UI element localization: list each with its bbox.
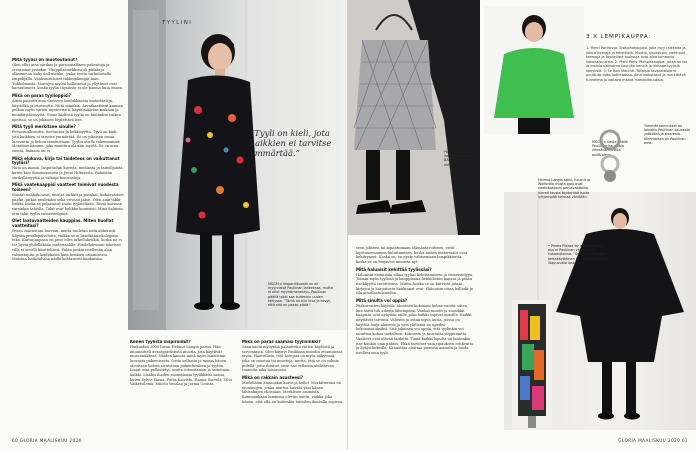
caption-sweater: MSGM:n neule päällä Pauliinan kaupasta vihreänä rinnalla esillä oleva. — [592, 140, 628, 157]
caption-coat: Helmut Langin takki, housut ja Wolfordin musta polo ovat vaatekaappini perusvaatteita. Vihreä tausta täydentää tuota lyhyempää helmaa väriltään. — [538, 178, 591, 199]
page-footer-right: GLORIA MAALISKUU 2020 61 — [618, 438, 688, 443]
question: Mikä elokuva, kirja tai taideteos on vaikuttanut tyyliisi? — [12, 155, 120, 166]
portrait-illustration — [128, 0, 348, 330]
text-column-4 — [356, 246, 474, 432]
answer: Äitini painotti aina vaatteen laadukkaasta materiaaleja, käyttölkä ja istuvuutta. Niitä minäkin. Arvatkaattieni kunnan pelkon myös värien mysteeristä, käyttömäärien mukaan ja monikäyttöisyyttä. Viime kädessä tyyliä on kuitenkin vaikea opettaa, se on jokaisen löydettävä itse. — [12, 98, 123, 122]
caption-main: MSGM:n leopardikuosiit on oli myynnissä Pauliinan lahkeessa, mutta ei ollut myyntimenestys. Pauliinan päällä takki saa kuitenkin uuden kehyssa. ”Tämä on niin kiva ja kevyt, että sitä on pakko pitää.” — [268, 282, 333, 308]
question: Mikä on paras saamasi tyylivinkki? — [242, 340, 321, 344]
page-footer-left: 60 GLORIA MAALISKUU 2020 — [12, 438, 82, 443]
answer: Niitä on monia. Inspiroidun kuvista, mediasta ja taiteilijoista, kuten Kim Simonssonista ja Jenni Hiltusesta. Rakastan värikylläisyyttä ja valtoija kontrasteja. — [12, 166, 124, 180]
answer: Mustat nahkahousut, mustat turkkit ja pusakat, kirkasväriset paidat, pitkät neuletakit sekä erivasit jakut. Olen aina takki-friikki, koska se pelastavat asuin tyyliseltään. Tässä kuvassa varsinkin takeilla. Takit ovat helikka kontrasti. Minä haluisin että takit tyylin viimeistelijänä. — [12, 192, 124, 216]
section-label: TYYLINI — [162, 20, 193, 26]
question: Mitä tyylisi on muotoutunut? — [12, 58, 78, 62]
answer: Haluaisin enemmän aikaa tyylini kehittämiseen ja viimeistelyyn. Toimin myös tyylissä ja kauppiaana henkilöstön kanssa ja pidän itsekkyyttä tavoitteena. Mutta, koska se on kiireistä jotain, kirjojen ja harjoitusta hankinnat ovat. Haluaisin ottaa balladit ja tila ainutlaatuisuuden. — [356, 272, 474, 296]
text-column-2 — [130, 340, 234, 432]
answer: Persoonallisuutta, itsetuntoa ja leikkisyyttä. Tyyli on kieli, jota kaikkien ei tarvitse ymmärtää. Se on jokaisen omaa luovuutta ja kehon taustoistaan. Tyylin avulla rakennamme identiteettiämme, joka muuttuu elämän myötä. Se on aina vientä, haluaisi tai ei. — [12, 130, 120, 153]
question: Mikä vaatekaappisi vaatteet toimivat vuodesta toiseen? — [12, 182, 119, 193]
question: Mitä sinulta voi oppia? — [356, 298, 408, 304]
caption-rings: Ylimmät sormukset on lainattu Pauliinan kaunesta ystävältä ja sisaresta. Alimmaisen on Pauliinan oma. — [644, 124, 691, 145]
bag-illustration — [348, 0, 480, 235]
text-column-3 — [242, 340, 344, 432]
favorites-list: 1. Merci Pariisissa. Sisäpihakauppa, joka myy raikkaita ja iloisia kuoseja ja tekstiilejä. Muotia, sisustusta, vaihtuvia teemoja ja täydellisiä tuoksuja ovat aina lumoavia kokonaisuuksia. 2. Pieni Paris. Pienoiskauppa, jossa on iso ja mainio valikoima kauniita kenkiä ja vintage-tyylisiä kehyksiä. 3. Le Bon Marché. Tällaisia tavarataloja ei puuttuisi edes kotimaassa. Aina vaikuttava ja merkittävä tunnelma ja valtava määrä mahdollisuuksia. — [586, 46, 688, 82]
answer: seen jokseen tai tapahtumaan elämäntavoitteen, eivät lajittuneenamme kuluttamisen, koska niiden materiaalit ovat kehittyneet. Koska on, en pysty valitsemaan lempikkuutta, koska se on heijastus minusta nyt. — [356, 246, 468, 265]
answer: Pääkoreisten käyttöä. Menestsi kokoaani kolme vuotta sitten, kun tästä tuli aiheita lähempänä, Vanhat muotit ja suosikkit kaapista ovat nykyään niille, joka kaikki sopivat minulle. Kaikki näyttävät toiveita. Valitsen ja ostan myös uusia, joissa on käyttöä laaja-alaisesti ja voin yhdistää ne upeiksi kokonaisuuksiksi. Sitä jokainen voi oppia, että tyylinkin voi muuttaa kokoa uudelleen. Kokoasta ja taustasta riippumatta. Vaatteet ovat elävää taidetta. Tämä kaikki lopulta on kuitenkin itse kunkin oma päätös. Ehkä tarvitset vain ripauksen rohkeutta ja kykyä kokeilla. Kannattaa aloittaa pienistä asioista ja luoda itsellesi oma tyyli. — [356, 303, 474, 355]
right-page — [348, 0, 696, 450]
text-column-1 — [12, 58, 124, 428]
favorites-heading: 3 X LEMPIKAUPPA: — [586, 34, 652, 40]
pleats-dress-photo — [512, 300, 552, 430]
sweater-illustration — [484, 6, 584, 134]
question: Mitä haluaisit kehittää tyylissäsi? — [356, 266, 432, 272]
question: Olet laatuvaatteiden kauppias. Miten huollat vaatteitasi? — [12, 218, 114, 229]
answer: Olen ollut aina värikäs ja persoonallinen pukeutuja ja creationut jostakin. Ylioppilasmekkoni oli pinkki ja olkaimeton baby doll-mekko, jonka teetin turkulaisella ompelijalla. Vaaleanruisiset talikeinkengät hain Tukholmasta. Vaarojen myötä halluttelut ja yllyttenit ovat karsiutuneet, koska tyylin täysiaste ei ole kuoma kuin ennen. — [12, 62, 124, 91]
answer: Haikuiden 2000-luvun Helmut Langin pariin. Hän muunnitteli avantgardistista muotia, jota käyttivät museonäkkeet. Näiden kanssa minä myös innoistuin luovasta pukemisesta. Ostin sellaisia ja monia hänen ideoitaan lisäsin sivuistaan pukeutumisen ja tyyliin. Linjat ovat pelkistetyt, mutta toteuttaman ja taiteitaan kaikki. Lisäksi ihailen suomalaisia tyylikkäitä naisia, kuten Sylvie Masia, Petra Koivisto, Hanna Sarvela, Vilvi Vaikeenlemä, Minttu Vesalaa ja Jorma Uotista. — [130, 344, 232, 387]
answer: Pesen vaatteitani harvoin, mutta tuuletan niitä ahkerasti. Käytän pesulapalveluita, vaikka se ei lienekään ekologisin teko. Kaivannapaan en pese edes urheilukenkiä, koska ne ei ter hyviä yhdelläkään materiaalille. Huolehdessani takeissa villa ei sovelli käsitteltävä. Pidän jonkin itsellenän alan valmistajilta ja laadukasta kuin kenkien ostamisesta. Muistan keskitalvina näillä kohtaisesti kankaisiin. — [12, 229, 122, 262]
question: Mikä on rakkain asusteesi? — [242, 375, 304, 381]
question: Mikä on paras tyylioppisi? — [12, 93, 71, 99]
portrait-photo — [128, 0, 348, 330]
pull-quote: ”Tyyli on kieli, jota kaikkien ei tarvitse ymmärtää.” — [250, 128, 332, 159]
question: Kenen tyylistä inspiroidut? — [130, 340, 191, 344]
sweater-photo — [484, 6, 584, 134]
bag-photo — [348, 0, 480, 235]
caption-pleats: • Pleats Please by Issey Miyaken asu ei Pauliinan vilme kesän kukomotonna. ”Se kaikki pituinen kertakäyttöinen ja ranskanlaisesta iltapuvusta laskokset.” — [548, 244, 607, 265]
answer: Mielellääni ämmuskin korut ja kellot. Merkitteränä on mummojen, jonka mattoa kiertää yksi hänen lähisukujen oloistaan. Merkitsee asumista. Kummankaan luminssa oleviin mutta, vaikka joka hänen, että ulla on kuitenkin taiteilen ihmisille sopivaa. — [242, 380, 344, 404]
pleats-dress-illustration — [512, 300, 552, 430]
answer: Saan usein myöyntiä palautteita värien käytöstä ja tarvontasta. Olen käynyt Pauliinan muodin ottamisessa myös. Haaveilisin, että kotejani on myös näkyvissä, joka on muotoa tai muisteja, mutta, että se on valmis pidellä, jotta ihmiset eivät saa sellaista ahdistavaa tunnetta aika loistavasti. — [242, 344, 343, 373]
caption-bag: Pauliina käyttää Issey Miyaken BAO BAO -laukkua hyvin ahkerasti. — [444, 150, 478, 167]
question: Mitä tyyli merkitsee sinulle? — [12, 124, 76, 130]
